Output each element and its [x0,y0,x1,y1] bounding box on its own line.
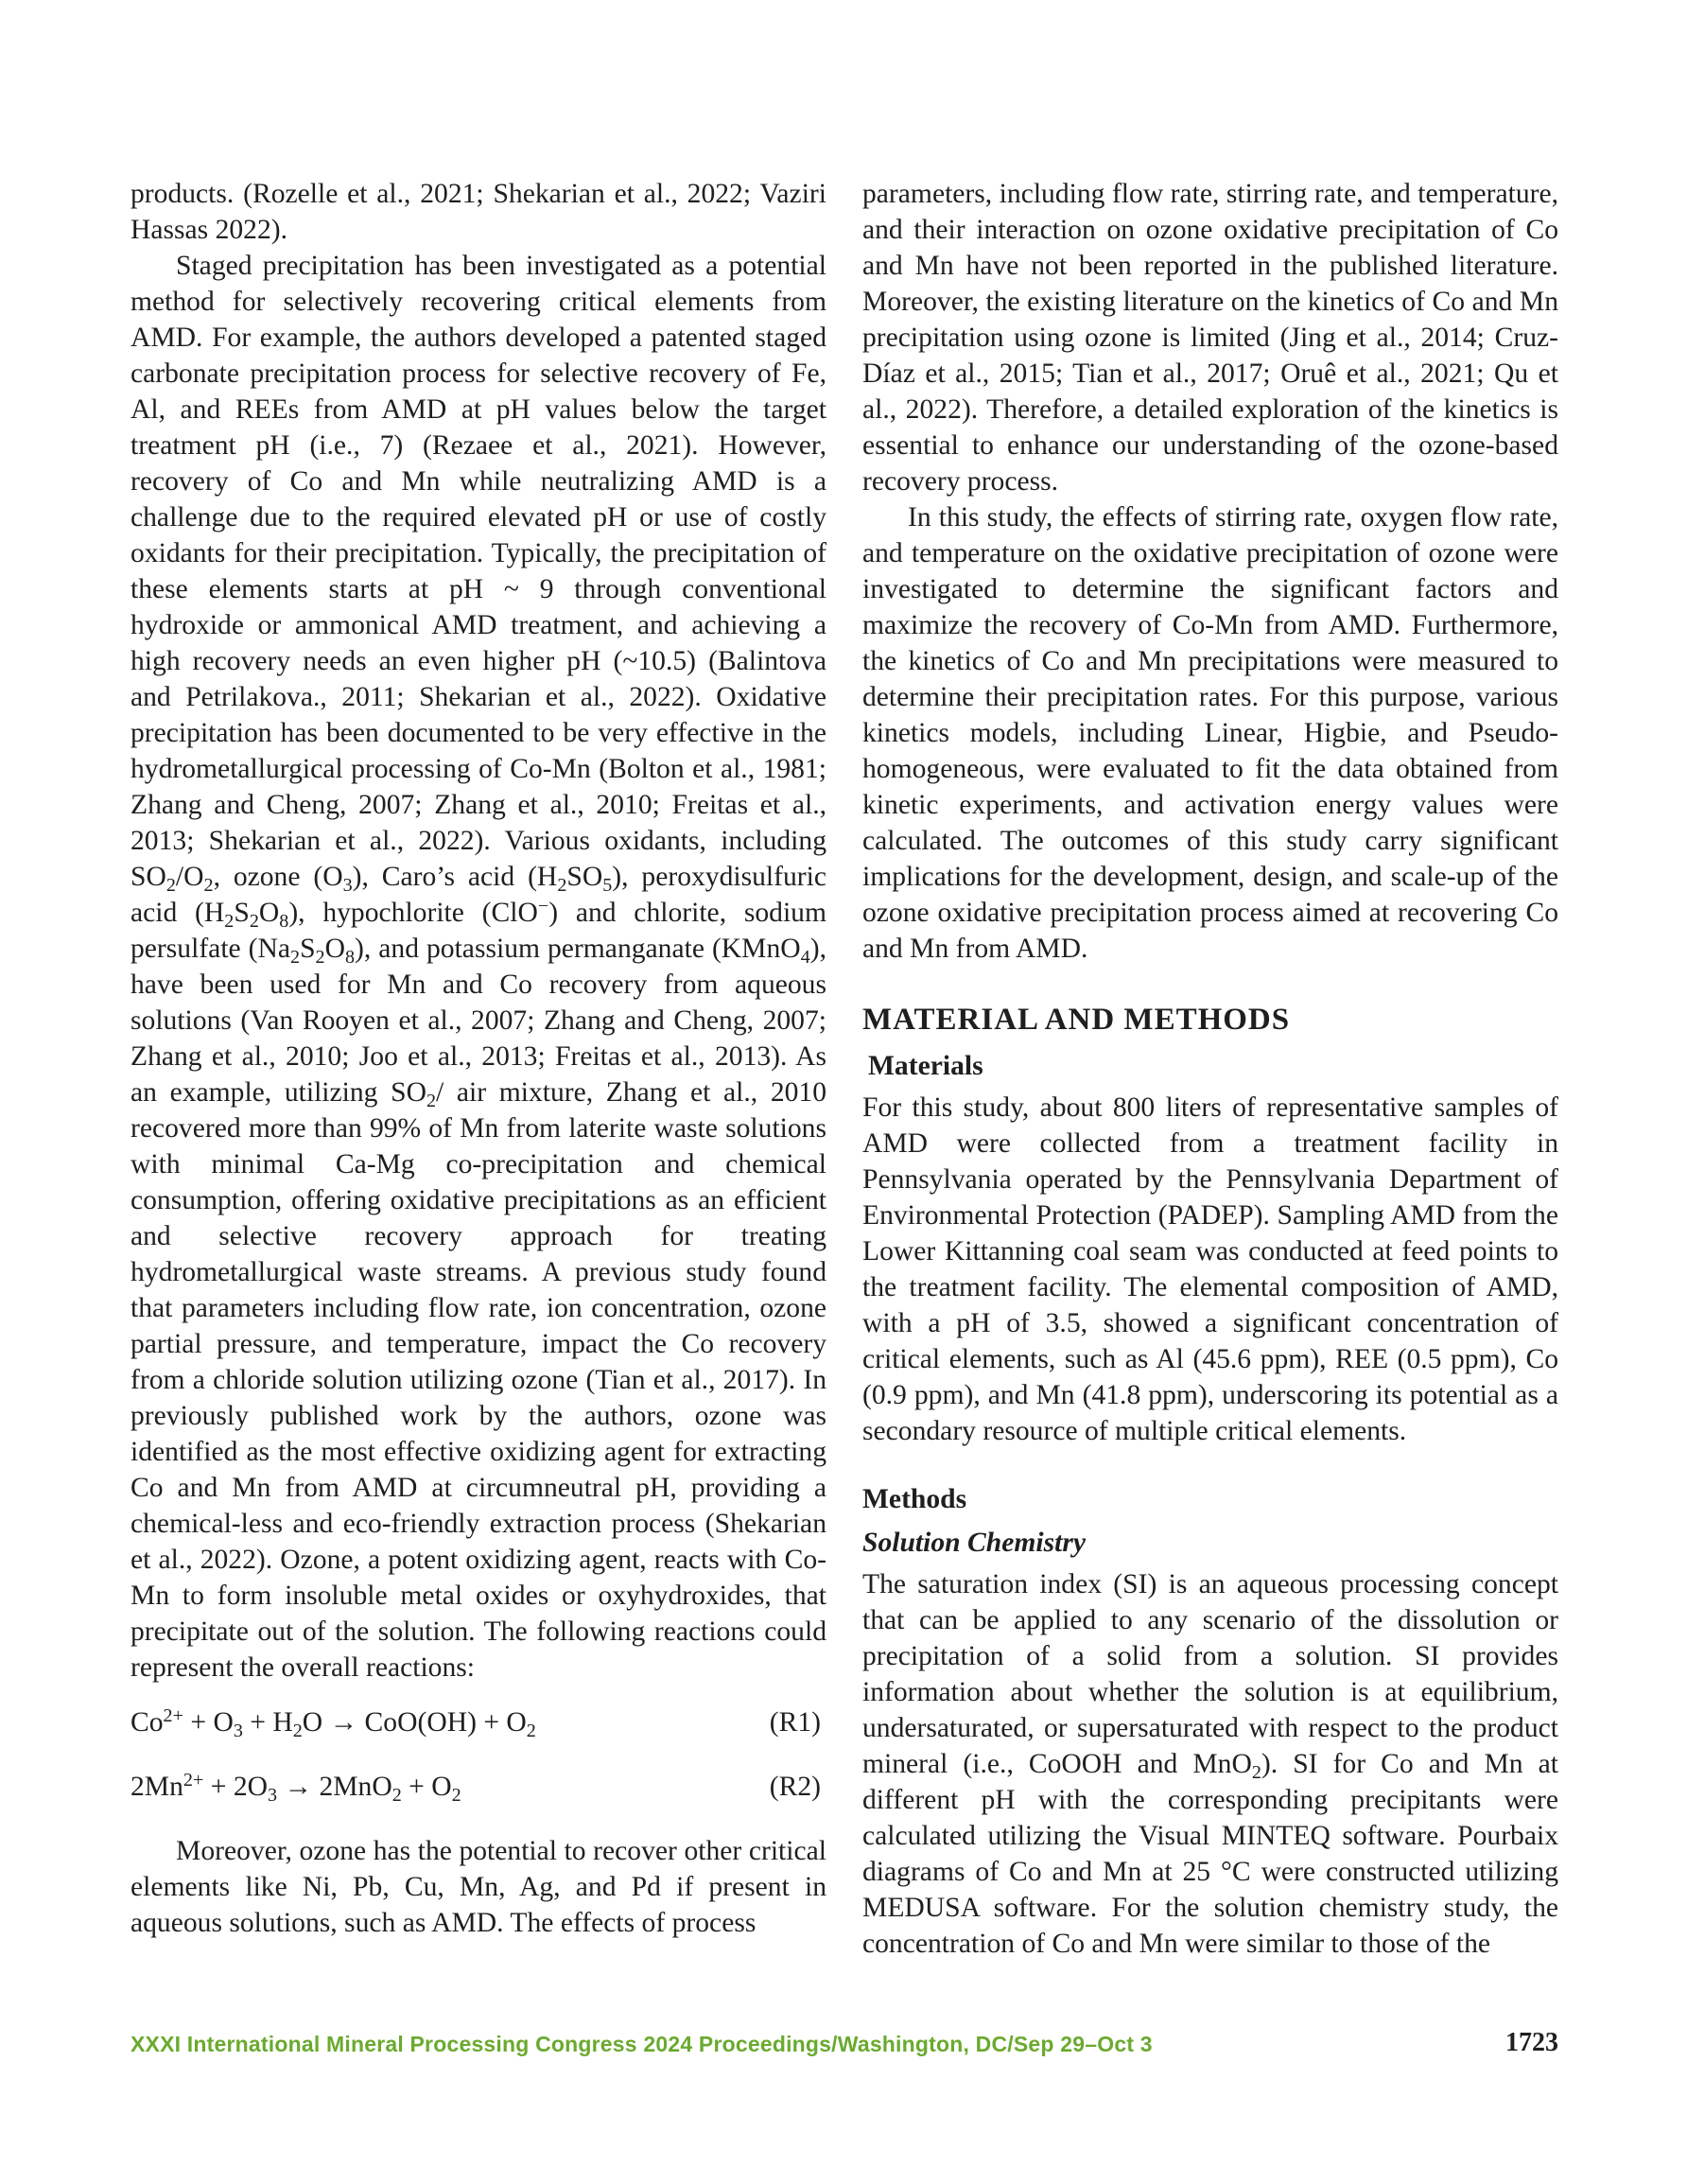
subsubsection-heading-solution-chemistry: Solution Chemistry [862,1528,1086,1558]
materials-paragraph: For this study, about 800 liters of representative samples of AMD were collected from a treatment facility in Pennsylvania operated by the Pennsylvania Department of Environmental Protection (PADEP). Sampling AMD from the Lower Kittanning coal seam was conducted at feed points to the treatment facility. The elemental composition of AMD, with a pH of 3.5, showed a significant concentration of critical elements, such as Al (45.6 ppm), REE (0.5 ppm), Co (0.9 ppm), and Mn (41.8 ppm), underscoring its potential as a secondary resource of multiple critical elements. [862,1092,1558,1446]
equation-r1-label: (R1) [769,1707,821,1738]
equation-r1 [130,1704,826,1740]
equation-r2-formula: $2Mn^{2+} + 2O_3 \to 2MnO_2 + O_2$ [130,1769,461,1807]
equation-r2-label: (R2) [769,1772,821,1802]
subsection-heading-materials: Materials [868,1051,983,1081]
left-paragraph-1: products. (Rozelle et al., 2021; Shekarian et al., 2022; Vaziri Hassas 2022). [130,179,826,245]
left-paragraph-2: Staged precipitation has been investigated as a potential method for selectively recovering critical elements from AMD. For example, the authors developed a patented staged carbonate precipitation process for selective recovery of Fe, Al, and REEs from AMD at pH values below the target treatment pH (i.e., 7) (Rezaee et al., 2021). However, recovery of Co and Mn while neutralizing AMD is a challenge due to the required elevated pH or use of costly oxidants for their precipitation. Typically, the precipitation of these elements starts at pH ~ 9 through conventional hydroxide or ammonical AMD treatment, and achieving a high recovery needs an even higher pH (~10.5) (Balintova and Petrilakova., 2011; Shekarian et al., 2022). Oxidative precipitation has been documented to be very effective in the hydrometallurgical processing of Co-Mn (Bolton et al., 1981; Zhang and Cheng, 2007; Zhang et al., 2010; Freitas et al., 2013; Shekarian et al., 2022). Various oxidants, including $SO_2/O_2$, ozone $(O_3)$, Caro’s acid $(H_2SO_5)$, peroxydisulfuric acid $(H_2S_2O_8)$, hypochlorite (ClO−) and chlorite, sodium persulfate $(Na_2S_2O_8)$, and potassium permanganate (KMnO$_4$), have been used for Mn and Co recovery from aqueous solutions (Van Rooyen et al., 2007; Zhang and Cheng, 2007; Zhang et al., 2010; Joo et al., 2013; Freitas et al., 2013). As an example, utilizing $SO_2/$ air mixture, Zhang et al., 2010 recovered more than 99% of Mn from laterite waste solutions with minimal Ca-Mg co-precipitation and chemical consumption, offering oxidative precipitations as an efficient and selective recovery approach for treating hydrometallurgical waste streams. A previous study found that parameters including flow rate, ion concentration, ozone partial pressure, and temperature, impact the Co recovery from a chloride solution utilizing ozone (Tian et al., 2017). In previously published work by the authors, ozone was identified as the most effective oxidizing agent for extracting Co and Mn from AMD at circumneutral pH, providing a chemical-less and eco-friendly extraction process (Shekarian et al., 2022). Ozone, a potent oxidizing agent, reacts with Co-Mn to form insoluble metal oxides or oxyhydroxides, that precipitate out of the solution. The following reactions could represent the overall reactions: [130,251,827,1683]
page-footer [130,2028,1558,2070]
section-heading-material-and-methods: MATERIAL AND METHODS [862,1003,1291,1037]
right-paragraph-2: In this study, the effects of stirring rate, oxygen flow rate, and temperature on the oxidative precipitation of ozone were investigated to determine the significant factors and maximize the recovery of Co-Mn from AMD. Furthermore, the kinetics of Co and Mn precipitations were measured to determine their precipitation rates. For this purpose, various kinetics models, including Linear, Higbie, and Pseudo-homogeneous, were evaluated to fit the data obtained from kinetic experiments, and activation energy values were calculated. The outcomes of this study carry significant implications for the development, design, and scale-up of the ozone oxidative precipitation process aimed at recovering Co and Mn from AMD. [862,502,1558,964]
subsection-heading-methods: Methods [862,1484,967,1514]
equation-r1-formula: $Co^{2+} + O_3 + H_2O \to CoO(OH) + O_2$ [130,1704,536,1742]
right-column [862,176,1558,1962]
left-paragraph-3: Moreover, ozone has the potential to recover other critical elements like Ni, Pb, Cu, Mn, Ag, and Pd if present in aqueous solutions, such as AMD. The effects of process [130,1836,826,1938]
left-column [130,176,826,1941]
right-paragraph-1: parameters, including flow rate, stirring rate, and temperature, and their interaction on ozone oxidative precipitation of Co and Mn have not been reported in the published literature. Moreover, the existing literature on the kinetics of Co and Mn precipitation using ozone is limited (Jing et al., 2014; Cruz-Díaz et al., 2015; Tian et al., 2017; Oruê et al., 2021; Qu et al., 2022). Therefore, a detailed exploration of the kinetics is essential to enhance our understanding of the ozone-based recovery process. [862,179,1558,497]
equation-r2 [130,1769,826,1805]
solution-chemistry-paragraph: The saturation index (SI) is an aqueous processing concept that can be applied to any scenario of the dissolution or precipitation of a solid from a solution. SI provides information about whether the solution is at equilibrium, undersaturated, or supersaturated with respect to the product mineral (i.e., CoOOH and MnO$_2$). SI for Co and Mn at different pH with the corresponding precipitants were calculated utilizing the Visual MINTEQ software. Pourbaix diagrams of Co and Mn at 25 °C were constructed utilizing MEDUSA software. For the solution chemistry study, the concentration of Co and Mn were similar to those of the [862,1569,1558,1959]
footer-proceedings-text: XXXI International Mineral Processing Congress 2024 Proceedings/Washington, DC/Sep 29–Oct 3 [130,2032,1153,2056]
page-number: 1723 [1505,2028,1558,2057]
